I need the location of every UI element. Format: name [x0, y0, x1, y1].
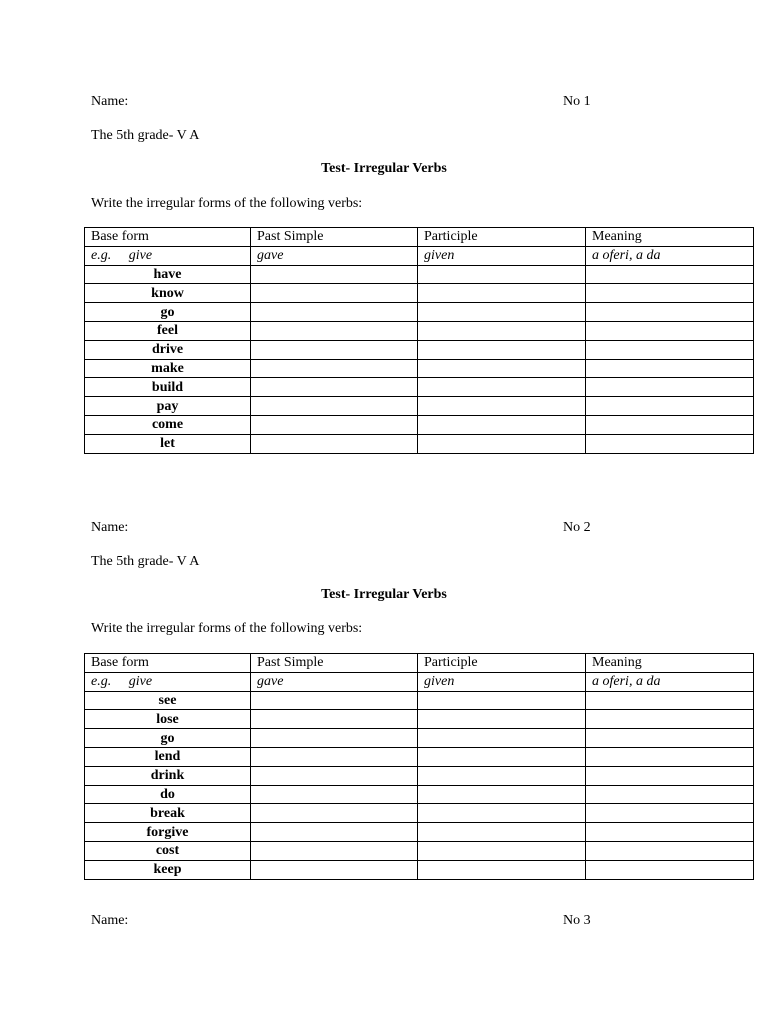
header-past-simple: Past Simple — [251, 228, 418, 247]
verb-cell: do — [85, 785, 251, 804]
past-simple-cell[interactable] — [251, 359, 418, 378]
meaning-cell[interactable] — [586, 747, 754, 766]
header-meaning: Meaning — [586, 228, 754, 247]
name-label: Name: — [91, 913, 129, 928]
verbs-table — [84, 653, 754, 880]
past-simple-cell[interactable] — [251, 340, 418, 359]
verb-cell: keep — [85, 860, 251, 879]
past-simple-cell[interactable] — [251, 415, 418, 434]
table-row — [85, 321, 754, 340]
instruction-text: Write the irregular forms of the following verbs: — [91, 196, 363, 211]
example-past: gave — [251, 246, 418, 265]
participle-cell[interactable] — [418, 691, 586, 710]
participle-cell[interactable] — [418, 860, 586, 879]
name-label: Name: — [91, 520, 129, 535]
meaning-cell[interactable] — [586, 841, 754, 860]
table-header-row — [85, 228, 754, 247]
participle-cell[interactable] — [418, 284, 586, 303]
past-simple-cell[interactable] — [251, 284, 418, 303]
participle-cell[interactable] — [418, 785, 586, 804]
table-row — [85, 397, 754, 416]
example-past: gave — [251, 672, 418, 691]
verb-cell: make — [85, 359, 251, 378]
past-simple-cell[interactable] — [251, 823, 418, 842]
participle-cell[interactable] — [418, 397, 586, 416]
meaning-cell[interactable] — [586, 359, 754, 378]
verb-cell: drive — [85, 340, 251, 359]
example-base: e.g. give — [85, 246, 251, 265]
table-row — [85, 841, 754, 860]
past-simple-cell[interactable] — [251, 766, 418, 785]
meaning-cell[interactable] — [586, 265, 754, 284]
participle-cell[interactable] — [418, 766, 586, 785]
test-number: No 3 — [563, 913, 591, 928]
header-meaning: Meaning — [586, 654, 754, 673]
meaning-cell[interactable] — [586, 691, 754, 710]
table-row — [85, 415, 754, 434]
verb-cell: have — [85, 265, 251, 284]
verb-cell: know — [85, 284, 251, 303]
table-row — [85, 823, 754, 842]
past-simple-cell[interactable] — [251, 378, 418, 397]
table-row — [85, 434, 754, 453]
meaning-cell[interactable] — [586, 284, 754, 303]
meaning-cell[interactable] — [586, 710, 754, 729]
table-row — [85, 340, 754, 359]
header-participle: Participle — [418, 654, 586, 673]
table-row — [85, 303, 754, 322]
participle-cell[interactable] — [418, 340, 586, 359]
table-row — [85, 710, 754, 729]
past-simple-cell[interactable] — [251, 804, 418, 823]
table-row — [85, 747, 754, 766]
verb-cell: let — [85, 434, 251, 453]
verb-cell: pay — [85, 397, 251, 416]
meaning-cell[interactable] — [586, 785, 754, 804]
participle-cell[interactable] — [418, 804, 586, 823]
participle-cell[interactable] — [418, 265, 586, 284]
past-simple-cell[interactable] — [251, 265, 418, 284]
past-simple-cell[interactable] — [251, 710, 418, 729]
meaning-cell[interactable] — [586, 321, 754, 340]
verb-cell: cost — [85, 841, 251, 860]
past-simple-cell[interactable] — [251, 303, 418, 322]
meaning-cell[interactable] — [586, 729, 754, 748]
past-simple-cell[interactable] — [251, 729, 418, 748]
test-number: No 2 — [563, 520, 591, 535]
past-simple-cell[interactable] — [251, 691, 418, 710]
verb-cell: forgive — [85, 823, 251, 842]
participle-cell[interactable] — [418, 710, 586, 729]
table-row — [85, 691, 754, 710]
test-title: Test- Irregular Verbs — [321, 161, 447, 176]
table-row — [85, 785, 754, 804]
example-row — [85, 246, 754, 265]
instruction-text: Write the irregular forms of the following verbs: — [91, 621, 363, 636]
example-base: e.g. give — [85, 672, 251, 691]
meaning-cell[interactable] — [586, 766, 754, 785]
table-row — [85, 284, 754, 303]
verb-cell: lose — [85, 710, 251, 729]
verb-cell: go — [85, 729, 251, 748]
test-number: No 1 — [563, 94, 591, 109]
example-participle: given — [418, 672, 586, 691]
header-participle: Participle — [418, 228, 586, 247]
participle-cell[interactable] — [418, 378, 586, 397]
meaning-cell[interactable] — [586, 804, 754, 823]
participle-cell[interactable] — [418, 823, 586, 842]
grade-line: The 5th grade- V A — [91, 554, 200, 569]
table-header-row — [85, 654, 754, 673]
header-base-form: Base form — [85, 654, 251, 673]
table-row — [85, 265, 754, 284]
past-simple-cell[interactable] — [251, 785, 418, 804]
participle-cell[interactable] — [418, 841, 586, 860]
table-row — [85, 860, 754, 879]
verb-cell: break — [85, 804, 251, 823]
example-meaning: a oferi, a da — [586, 246, 754, 265]
participle-cell[interactable] — [418, 434, 586, 453]
meaning-cell[interactable] — [586, 378, 754, 397]
meaning-cell[interactable] — [586, 303, 754, 322]
verb-cell: see — [85, 691, 251, 710]
example-participle: given — [418, 246, 586, 265]
meaning-cell[interactable] — [586, 397, 754, 416]
example-row — [85, 672, 754, 691]
participle-cell[interactable] — [418, 729, 586, 748]
verb-cell: build — [85, 378, 251, 397]
meaning-cell[interactable] — [586, 434, 754, 453]
participle-cell[interactable] — [418, 321, 586, 340]
table-row — [85, 729, 754, 748]
verbs-table — [84, 227, 754, 454]
table-row — [85, 766, 754, 785]
verb-cell: feel — [85, 321, 251, 340]
verb-cell: go — [85, 303, 251, 322]
past-simple-cell[interactable] — [251, 321, 418, 340]
verb-cell: drink — [85, 766, 251, 785]
participle-cell[interactable] — [418, 303, 586, 322]
table-row — [85, 804, 754, 823]
past-simple-cell[interactable] — [251, 434, 418, 453]
name-label: Name: — [91, 94, 129, 109]
verb-cell: lend — [85, 747, 251, 766]
meaning-cell[interactable] — [586, 823, 754, 842]
example-meaning: a oferi, a da — [586, 672, 754, 691]
table-row — [85, 359, 754, 378]
table-row — [85, 378, 754, 397]
test-title: Test- Irregular Verbs — [321, 587, 447, 602]
meaning-cell[interactable] — [586, 340, 754, 359]
meaning-cell[interactable] — [586, 415, 754, 434]
past-simple-cell[interactable] — [251, 841, 418, 860]
header-base-form: Base form — [85, 228, 251, 247]
header-past-simple: Past Simple — [251, 654, 418, 673]
participle-cell[interactable] — [418, 359, 586, 378]
participle-cell[interactable] — [418, 415, 586, 434]
past-simple-cell[interactable] — [251, 747, 418, 766]
participle-cell[interactable] — [418, 747, 586, 766]
past-simple-cell[interactable] — [251, 860, 418, 879]
grade-line: The 5th grade- V A — [91, 128, 200, 143]
verb-cell: come — [85, 415, 251, 434]
past-simple-cell[interactable] — [251, 397, 418, 416]
meaning-cell[interactable] — [586, 860, 754, 879]
